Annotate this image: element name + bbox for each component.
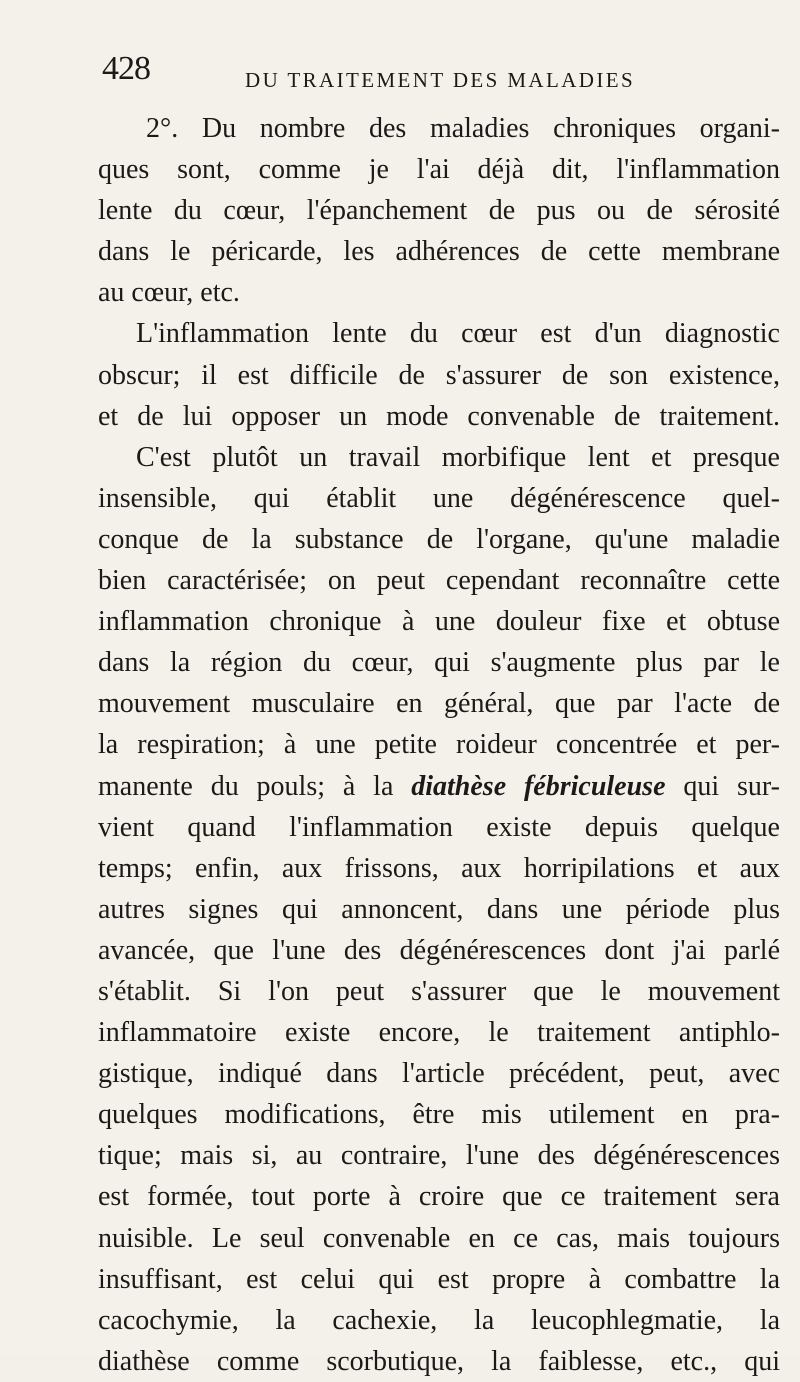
text-line: et de lui opposer un mode convenable de traitement. [98, 400, 780, 432]
text-line: inflammatoire existe encore, le traitement antiphlo- [98, 1017, 780, 1049]
text-line: gistique, indiqué dans l'article précédent, peut, avec [98, 1058, 780, 1090]
text-line: vient quand l'inflammation existe depuis quelque [98, 811, 780, 843]
page-number: 428 [102, 50, 150, 87]
body-text [98, 108, 780, 1382]
text-line: s'établit. Si l'on peut s'assurer que le mouvement [98, 975, 780, 1007]
text-line: temps; enfin, aux frissons, aux horripilations et aux [98, 852, 780, 884]
text-line: avancée, que l'une des dégénérescences dont j'ai parlé [98, 934, 780, 966]
page-header [100, 50, 780, 100]
text-line: est formée, tout porte à croire que ce traitement sera [98, 1181, 780, 1213]
text-line: L'inflammation lente du cœur est d'un diagnostic [136, 318, 780, 350]
text-segment: qui sur- [683, 770, 780, 802]
text-line: conque de la substance de l'organe, qu'une maladie [98, 523, 780, 555]
text-line: diathèse comme scorbutique, la faiblesse, etc., qui [98, 1345, 780, 1377]
text-line: C'est plutôt un travail morbifique lent et presque [136, 441, 780, 473]
text-line: quelques modifications, être mis utilement en pra- [98, 1099, 780, 1131]
emphasized-term: diathèse fébriculeuse [411, 770, 666, 802]
text-line: la respiration; à une petite roideur concentrée et per- [98, 729, 780, 761]
text-line: dans la région du cœur, qui s'augmente plus par le [98, 647, 780, 679]
text-line: obscur; il est difficile de s'assurer de son existence, [98, 359, 780, 391]
text-line: tique; mais si, au contraire, l'une des dégénérescences [98, 1140, 780, 1172]
text-line: cacochymie, la cachexie, la leucophlegmatie, la [98, 1304, 780, 1336]
text-line: bien caractérisée; on peut cependant reconnaître cette [98, 565, 780, 597]
text-line: insuffisant, est celui qui est propre à combattre la [98, 1263, 780, 1295]
text-line: insensible, qui établit une dégénérescence quel- [98, 482, 780, 514]
text-line: mouvement musculaire en général, que par l'acte de [98, 688, 780, 720]
text-line: 2°. Du nombre des maladies chroniques organi- [146, 113, 780, 144]
text-line: ques sont, comme je l'ai déjà dit, l'inflammation [98, 154, 780, 186]
text-line: autres signes qui annoncent, dans une période plus [98, 893, 780, 925]
text-line: nuisible. Le seul convenable en ce cas, mais toujours [98, 1222, 780, 1254]
text-segment: manente du pouls; à la [98, 770, 394, 802]
text-line: au cœur, etc. [98, 277, 240, 309]
text-line-with-emphasis [98, 766, 780, 807]
running-head: DU TRAITEMENT DES MALADIES [245, 68, 636, 92]
text-line: inflammation chronique à une douleur fixe et obtuse [98, 606, 780, 638]
text-line: lente du cœur, l'épanchement de pus ou de sérosité [98, 195, 780, 227]
text-line: dans le péricarde, les adhérences de cette membrane [98, 236, 780, 268]
